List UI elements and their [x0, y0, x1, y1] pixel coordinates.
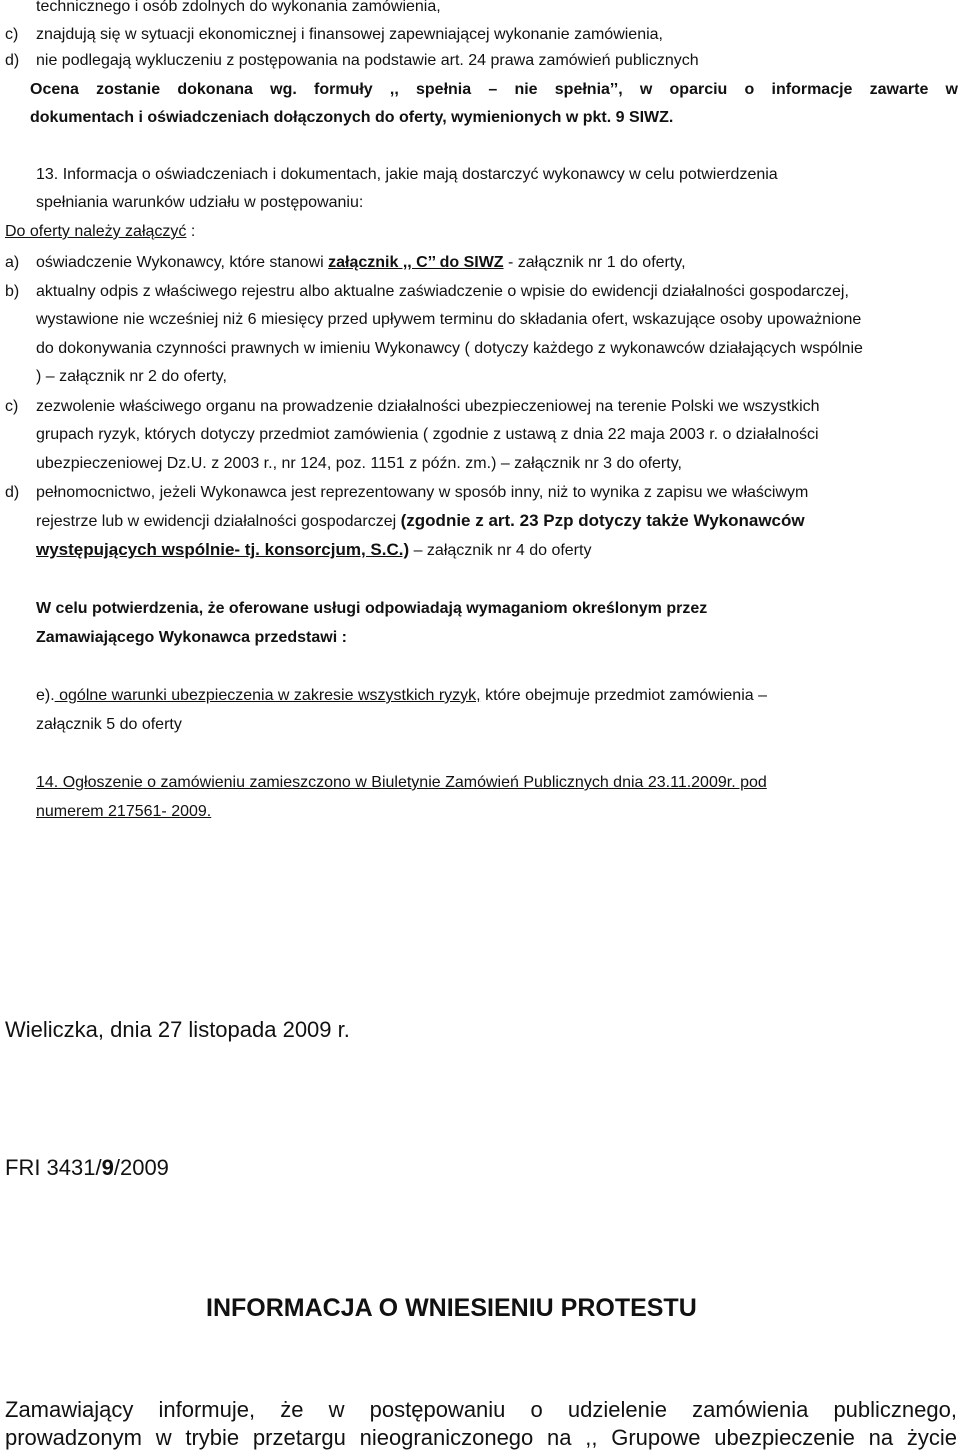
section-13-line-2: spełniania warunków udziału w postępowaniu: — [36, 194, 364, 211]
intro-item-c: znajdują się w sytuacji ekonomicznej i finansowej zapewniającej wykonanie zamówienia, — [36, 26, 663, 43]
item-a-text: oświadczenie Wykonawcy, które stanowi — [36, 254, 329, 271]
intro-line: technicznego i osób zdolnych do wykonania zamówienia, — [36, 0, 441, 15]
item-a-annex: załącznik ,, C’’ do SIWZ — [328, 254, 504, 271]
ref-bold: 9 — [101, 1155, 114, 1180]
attachments-heading-colon: : — [186, 223, 196, 240]
item-d-suffix: – załącznik nr 4 do oferty — [409, 542, 592, 559]
section-13-line-1: 13. Informacja o oświadczeniach i dokumentach, jakie mają dostarczyć wykonawcy w celu potwierdzenia — [36, 166, 778, 183]
intro-item-d: nie podlegają wykluczeniu z postępowania na podstawie art. 24 prawa zamówień publicznych — [36, 52, 699, 69]
item-d-line-3 — [36, 540, 591, 561]
ref-pre: FRI 3431/ — [5, 1155, 102, 1180]
attachments-heading-text: Do oferty należy załączyć — [5, 223, 187, 240]
item-e-prefix: e). — [36, 687, 55, 704]
item-e-rest: które obejmuje przedmiot zamówienia – — [480, 687, 767, 704]
ref-post: /2009 — [113, 1155, 169, 1180]
item-c-line-1: zezwolenie właściwego organu na prowadzenie działalności ubezpieczeniowej na terenie Polski we wszystkich — [36, 398, 820, 415]
closing-line-1: Zamawiający informuje, że w postępowaniu o udzielenie zamówienia publicznego, — [5, 1397, 957, 1422]
item-d-line-2 — [36, 511, 805, 532]
section-14-line-1: 14. Ogłoszenie o zamówieniu zamieszczono w Biuletynie Zamówień Publicznych dnia 23.11.2009r. pod — [36, 774, 767, 791]
item-c-line-3: ubezpieczeniowej Dz.U. z 2003 r., nr 124, poz. 1151 z późn. zm.) – załącznik nr 3 do oferty, — [36, 455, 682, 472]
item-b-line-4: ) – załącznik nr 2 do oferty, — [36, 368, 227, 385]
closing-line-2: prowadzonym w trybie przetargu nieograniczonego na ,, Grupowe ubezpieczenie na życie — [5, 1425, 957, 1450]
item-e-terms: ogólne warunki ubezpieczenia w zakresie wszystkich ryzyk, — [54, 687, 481, 704]
list-label-c2: c) — [5, 398, 19, 415]
item-d-legal-note: (zgodnie z art. 23 Pzp dotyczy także Wykonawców — [400, 511, 805, 530]
item-d-legal-note-cont: występujących wspólnie- tj. konsorcjum, S.C.) — [36, 540, 410, 559]
item-b-line-1: aktualny odpis z właściwego rejestru albo aktualne zaświadczenie o wpisie do ewidencji działalności gospodarczej, — [36, 283, 849, 300]
attachment-item-a — [36, 253, 686, 273]
item-b-line-3: do dokonywania czynności prawnych w imieniu Wykonawcy ( dotyczy każdego z wykonawców działających wspólnie — [36, 340, 863, 357]
place-date: Wieliczka, dnia 27 listopada 2009 r. — [5, 1017, 350, 1042]
item-d-text: rejestrze lub w ewidencji działalności gospodarczej — [36, 513, 401, 530]
attachments-heading — [5, 222, 195, 242]
reference-number — [5, 1154, 169, 1182]
section-14-line-2: numerem 217561- 2009. — [36, 803, 212, 820]
list-label-b: b) — [5, 283, 20, 300]
item-a-suffix: - załącznik nr 1 do oferty, — [503, 254, 686, 271]
item-e-line-1 — [36, 686, 767, 706]
evaluation-line-1: Ocena zostanie dokonana wg. formuły ,, spełnia – nie spełnia’’, w oparciu o informacje zawarte w — [30, 81, 958, 98]
item-d-line-1: pełnomocnictwo, jeżeli Wykonawca jest reprezentowany w sposób inny, niż to wynika z zapisu we właściwym — [36, 484, 809, 501]
item-b-line-2: wystawione nie wcześniej niż 6 miesięcy przed upływem terminu do składania ofert, wskazujące osoby upoważnione — [36, 311, 862, 328]
confirmation-line-1: W celu potwierdzenia, że oferowane usługi odpowiadają wymaganiom określonym przez — [36, 600, 708, 617]
protest-title: INFORMACJA O WNIESIENIU PROTESTU — [206, 1294, 697, 1322]
confirmation-line-2: Zamawiającego Wykonawca przedstawi : — [36, 629, 347, 646]
item-c-line-2: grupach ryzyk, których dotyczy przedmiot zamówienia ( zgodnie z ustawą z dnia 22 maja 2003 r. o działalności — [36, 426, 819, 443]
list-label-d2: d) — [5, 484, 20, 501]
item-e-line-2: załącznik 5 do oferty — [36, 716, 182, 733]
evaluation-line-2: dokumentach i oświadczeniach dołączonych do oferty, wymienionych w pkt. 9 SIWZ. — [30, 109, 674, 126]
list-label-a: a) — [5, 254, 20, 271]
list-label-d: d) — [5, 52, 20, 69]
list-label-c: c) — [5, 26, 19, 43]
